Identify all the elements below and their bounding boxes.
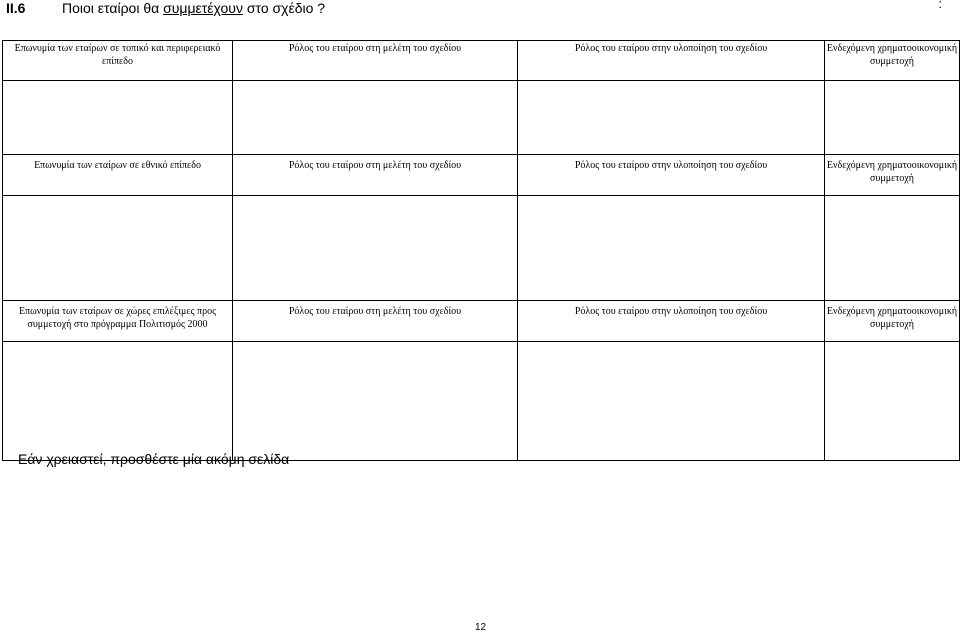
heading-text-underlined: συμμετέχουν — [163, 0, 243, 16]
entry-cell[interactable] — [825, 196, 960, 301]
footer-note: Εάν χρειαστεί, προσθέστε μία ακόμη σελίδα — [18, 451, 290, 467]
header-cell-study-role: Ρόλος του εταίρου στη μελέτη του σχεδίου — [233, 41, 518, 81]
partners-table — [2, 40, 960, 461]
header-cell-partner-name: Επωνυμία των εταίρων σε εθνικό επίπεδο — [3, 155, 233, 196]
table-entry-row-national — [3, 196, 960, 301]
page-number: 12 — [475, 622, 487, 633]
entry-cell[interactable] — [825, 342, 960, 461]
heading-text-after: στο σχέδιο ? — [242, 0, 326, 16]
entry-cell[interactable] — [3, 81, 233, 155]
section-number: II.6 — [6, 0, 26, 16]
entry-cell[interactable] — [233, 81, 518, 155]
header-cell-implementation-role: Ρόλος του εταίρου στην υλοποίηση του σχεδίου — [518, 155, 825, 196]
table-header-row-local — [3, 41, 960, 81]
header-cell-financial-participation: Ενδεχόμενη χρηματοοικονομική συμμετοχή — [825, 41, 960, 81]
entry-cell[interactable] — [3, 342, 233, 461]
header-cell-implementation-role: Ρόλος του εταίρου στην υλοποίηση του σχεδίου — [518, 41, 825, 81]
corner-mark: : — [938, 0, 942, 11]
table-entry-row-local — [3, 81, 960, 155]
header-cell-partner-name: Επωνυμία των εταίρων σε τοπικό και περιφερειακό επίπεδο — [3, 41, 233, 81]
entry-cell[interactable] — [518, 342, 825, 461]
table-header-row-eligible-countries — [3, 301, 960, 342]
entry-cell[interactable] — [233, 196, 518, 301]
heading-text-before: Ποιοι εταίροι θα — [62, 0, 164, 16]
entry-cell[interactable] — [233, 342, 518, 461]
header-cell-study-role: Ρόλος του εταίρου στη μελέτη του σχεδίου — [233, 301, 518, 342]
entry-cell[interactable] — [3, 196, 233, 301]
entry-cell[interactable] — [518, 81, 825, 155]
header-cell-study-role: Ρόλος του εταίρου στη μελέτη του σχεδίου — [233, 155, 518, 196]
header-cell-partner-name: Επωνυμία των εταίρων σε χώρες επιλέξιμες προς συμμετοχή στο πρόγραμμα Πολιτισμός 2000 — [3, 301, 233, 342]
section-heading — [6, 0, 325, 16]
entry-cell[interactable] — [825, 81, 960, 155]
table-entry-row-eligible-countries — [3, 342, 960, 461]
header-cell-financial-participation: Ενδεχόμενη χρηματοοικονομική συμμετοχή — [825, 155, 960, 196]
entry-cell[interactable] — [518, 196, 825, 301]
header-cell-financial-participation: Ενδεχόμενη χρηματοοικονομική συμμετοχή — [825, 301, 960, 342]
table-header-row-national — [3, 155, 960, 196]
header-cell-implementation-role: Ρόλος του εταίρου στην υλοποίηση του σχεδίου — [518, 301, 825, 342]
